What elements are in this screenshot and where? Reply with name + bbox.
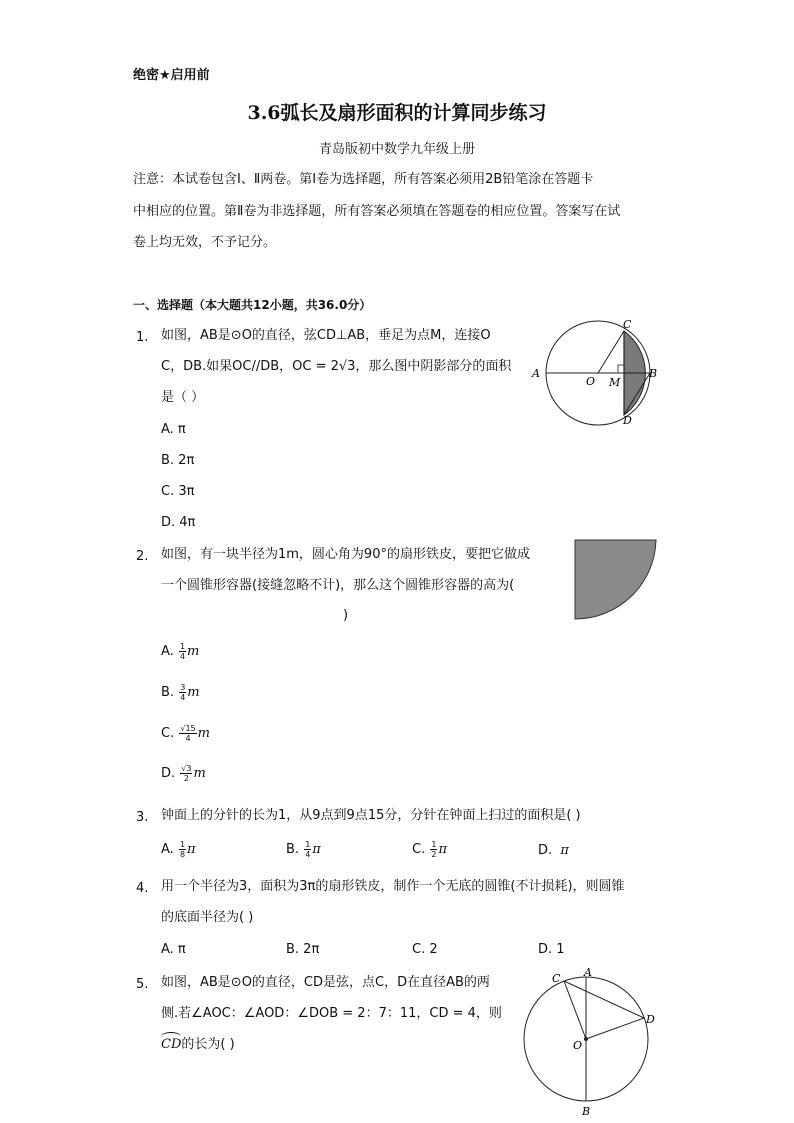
center-point bbox=[584, 1037, 588, 1041]
label-d: D bbox=[646, 1013, 655, 1026]
label-o: O bbox=[573, 1039, 583, 1052]
option-b[interactable]: B. $\frac{1}{4}$ π bbox=[286, 840, 321, 859]
option-a[interactable]: A. π bbox=[161, 942, 186, 957]
label-a: A bbox=[532, 367, 540, 380]
question-number: 4. bbox=[136, 881, 149, 896]
question-number: 5. bbox=[136, 977, 149, 992]
option-b[interactable]: B. 2π bbox=[161, 453, 195, 468]
option-c[interactable]: C. 2 bbox=[412, 942, 438, 957]
label-d: D bbox=[623, 414, 632, 427]
q1-figure bbox=[528, 314, 668, 430]
radius-oc bbox=[598, 331, 624, 373]
notice-line-1: 注意：本试卷包含Ⅰ、Ⅱ两卷。第Ⅰ卷为选择题，所有答案必须用2B铅笔涂在答题卡 bbox=[133, 172, 594, 187]
q5-line-1: 如图，AB是⊙O的直径，CD是弦，点C，D在直径AB的两 bbox=[161, 975, 490, 990]
page-subtitle: 青岛版初中数学九年级上册 bbox=[318, 142, 475, 157]
q5-figure bbox=[512, 964, 662, 1120]
q2-line-3: ) bbox=[343, 608, 349, 623]
label-a: A bbox=[584, 966, 592, 979]
notice-line-2: 中相应的位置。第Ⅱ卷为非选择题，所有答案必须填在答题卷的相应位置。答案写在试 bbox=[133, 204, 621, 219]
arc-cd: CD bbox=[161, 1037, 182, 1052]
option-d[interactable]: D. π bbox=[538, 843, 569, 858]
label-b: B bbox=[649, 367, 658, 380]
option-c[interactable]: C. $\frac{√15}{4}$ m bbox=[161, 724, 210, 743]
option-c[interactable]: C. $\frac{1}{2}$ π bbox=[412, 840, 447, 859]
radius-od bbox=[586, 1018, 644, 1039]
q1-line-2: C，DB.如果OC//DB，OC = 2√3，那么图中阴影部分的面积 bbox=[161, 359, 512, 374]
option-b[interactable]: B. 2π bbox=[286, 942, 320, 957]
label-o: O bbox=[586, 375, 596, 388]
q2-line-2: 一个圆锥形容器(接缝忽略不计)，那么这个圆锥形容器的高为( bbox=[161, 578, 515, 593]
label-b: B bbox=[582, 1105, 591, 1118]
option-a[interactable]: A. $\frac{1}{4}$ m bbox=[161, 642, 200, 661]
q5-line-2: 侧.若∠AOC：∠AOD：∠DOB = 2：7：11，CD = 4，则 bbox=[161, 1006, 502, 1021]
option-c[interactable]: C. 3π bbox=[161, 484, 195, 499]
label-m: M bbox=[609, 376, 621, 389]
option-d[interactable]: D. 4π bbox=[161, 515, 196, 530]
question-number: 3. bbox=[136, 810, 149, 825]
section-heading: 一、选择题（本大题共12小题，共36.0分） bbox=[133, 298, 372, 312]
q1-line-3: 是（ ） bbox=[161, 390, 205, 405]
option-d[interactable]: D. 1 bbox=[538, 942, 565, 957]
right-angle-mark bbox=[618, 365, 624, 373]
option-a[interactable]: A. $\frac{1}{8}$ π bbox=[161, 840, 196, 859]
question-number: 1. bbox=[136, 330, 149, 345]
label-c: C bbox=[623, 318, 632, 331]
q4-line-1: 用一个半径为3，面积为3π的扇形铁皮，制作一个无底的圆锥(不计损耗)，则圆锥 bbox=[161, 879, 625, 894]
notice-line-3: 卷上均无效，不予记分。 bbox=[133, 235, 277, 250]
page-title: 3.6弧长及扇形面积的计算同步练习 bbox=[247, 102, 547, 124]
q5-line-3: CD的长为( ) bbox=[161, 1037, 235, 1052]
option-b[interactable]: B. $\frac{3}{4}$ m bbox=[161, 683, 200, 702]
option-a[interactable]: A. π bbox=[161, 422, 186, 437]
option-d[interactable]: D. $\frac{√3}{2}$ m bbox=[161, 764, 206, 783]
label-c: C bbox=[552, 972, 561, 985]
q2-figure bbox=[572, 537, 660, 621]
q3-text: 钟面上的分针的长为1，从9点到9点15分，分针在钟面上扫过的面积是( ) bbox=[161, 808, 581, 823]
q4-line-2: 的底面半径为( ) bbox=[161, 910, 254, 925]
q2-line-1: 如图，有一块半径为1m，圆心角为90°的扇形铁皮，要把它做成 bbox=[161, 547, 530, 562]
secret-label: 绝密★启用前 bbox=[133, 68, 210, 83]
q1-line-1: 如图，AB是⊙O的直径，弦CD⊥AB，垂足为点M，连接O bbox=[161, 328, 491, 343]
sector-shape bbox=[575, 540, 656, 619]
question-number: 2. bbox=[136, 549, 149, 564]
